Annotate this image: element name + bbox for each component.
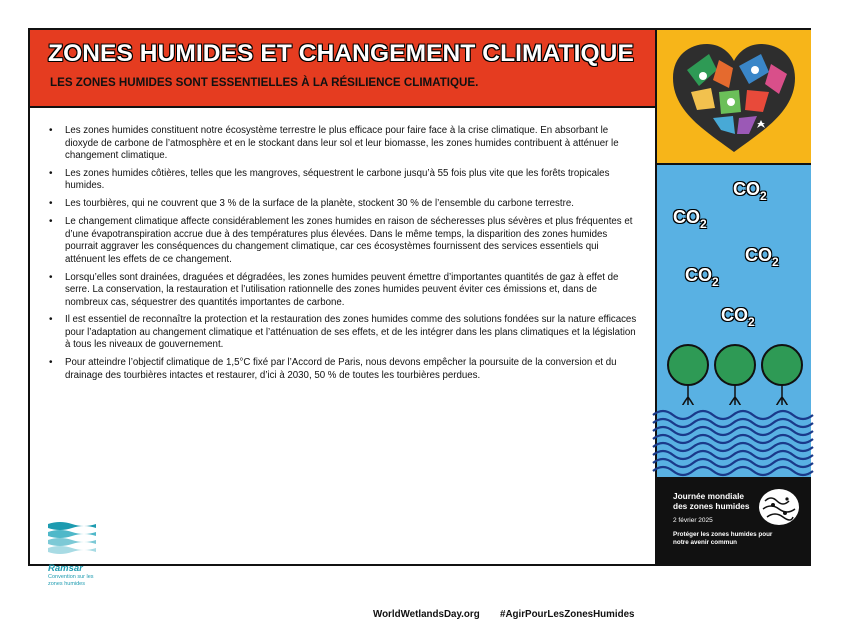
ramsar-name: Ramsar	[48, 563, 83, 574]
bullet-item: • Il est essentiel de reconnaître la protection et la restauration des zones humides comme des solutions fondées sur la nature efficaces pour l’adaptation au changement climatique et l’atténuation de ses effets, et de les intégrer dans les plans climatiques et la législation à tous les niveaux de gouvernement.	[47, 314, 637, 352]
event-title: Journée mondiale des zones humides	[673, 491, 750, 511]
ramsar-logo-icon	[46, 518, 98, 558]
co2-label: $CO_2$	[733, 179, 767, 203]
page-subtitle: LES ZONES HUMIDES SONT ESSENTIELLES À LA RÉSILIENCE CLIMATIQUE.	[50, 76, 479, 89]
event-date: 2 février 2025	[673, 517, 713, 524]
event-panel	[657, 477, 811, 566]
bullet-item: • Le changement climatique affecte considérablement les zones humides en raison de sécheresses plus sévères et plus fréquentes et d’une évapotranspiration accrue due à des températures plus élevées. Dans le même temps, la disparition des zones humides pourrait aggraver les conséquences du changement climatique, car ces écosystèmes fournissent des services essentiels qui atténuent les effets de ce changement.	[47, 216, 637, 266]
co2-label: $CO_2$	[721, 305, 755, 329]
wave-icon	[657, 405, 811, 477]
co2-panel	[657, 165, 811, 477]
poster-frame	[28, 28, 811, 620]
bullet-list	[47, 125, 637, 388]
co2-label: $CO_2$	[685, 265, 719, 289]
content-panel	[30, 108, 657, 620]
co2-label: $CO_2$	[745, 245, 779, 269]
bullet-item: • Les tourbières, qui ne couvrent que 3 % de la surface de la planète, stockent 30 % de l’ensemble du carbone terrestre.	[47, 198, 637, 211]
page-title: ZONES HUMIDES ET CHANGEMENT CLIMATIQUE	[48, 40, 634, 67]
ramsar-tagline: Convention sur les zones humides	[48, 574, 94, 587]
header-banner	[30, 30, 657, 108]
side-column	[657, 30, 811, 566]
heart-collage-icon	[657, 30, 811, 163]
bullet-item: • Pour atteindre l’objectif climatique de 1,5°C fixé par l’Accord de Paris, nous devons empêcher la poursuite de la conversion et du drainage des tourbières intactes et restaurer, d’ici à 2030, 50 % de toutes les tourbières perdues.	[47, 357, 637, 382]
heart-panel	[657, 30, 811, 165]
bullet-item: • Les zones humides côtières, telles que les mangroves, séquestrent le carbone jusqu’à 55 fois plus vite que les forêts tropicales humides.	[47, 168, 637, 193]
bullet-item: • Les zones humides constituent notre écosystème terrestre le plus efficace pour faire face à la crise climatique. En absorbant le dioxyde de carbone de l’atmosphère et en le stockant dans leur sol et leur biomasse, les zones humides contribuent à atténuer le changement climatique.	[47, 125, 637, 163]
hashtag-text: #AgirPourLesZonesHumides	[500, 609, 635, 620]
event-slogan: Protéger les zones humides pour notre avenir commun	[673, 531, 773, 546]
website-link[interactable]: WorldWetlandsDay.org	[373, 609, 480, 620]
bullet-item: • Lorsqu’elles sont drainées, draguées et dégradées, les zones humides peuvent émettre d’importantes quantités de gaz à effet de serre. La conservation, la restauration et l’utilisation rationnelle des zones humides peuvent éviter ces émissions et, dans de nombreux cas, séquestrer des quantités importantes de carbone.	[47, 272, 637, 310]
co2-label: $CO_2$	[673, 207, 707, 231]
globe-collage-icon	[757, 487, 801, 527]
